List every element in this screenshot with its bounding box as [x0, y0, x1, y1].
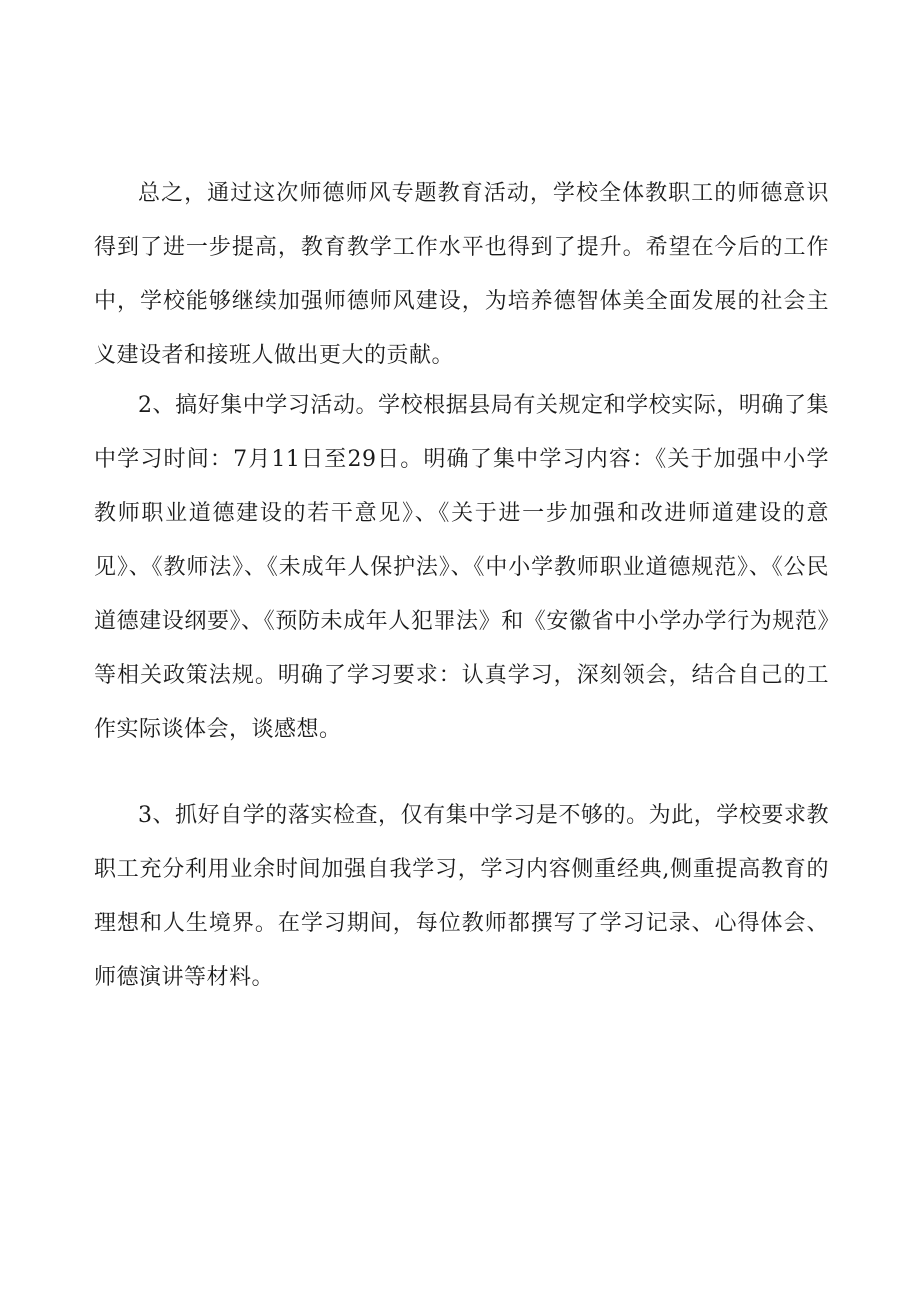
paragraph-self-study: 3、抓好自学的落实检查，仅有集中学习是不够的。为此，学校要求教职工充分利用业余时间加强自我学习，学习内容侧重经典,侧重提高教育的理想和人生境界。在学习期间，每位教师都撰写了学习记录、心得体会、师德演讲等材料。 — [94, 803, 829, 990]
paragraph-collective-study: 2、搞好集中学习活动。学校根据县局有关规定和学校实际，明确了集中学习时间：7月11日至29日。明确了集中学习内容：《关于加强中小学教师职业道德建设的若干意见》、《关于进一步加强和改进师道建设的意见》、《教师法》、《未成年人保护法》、《中小学教师职业道德规范》、《公民道德建设纲要》、《预防未成年人犯罪法》和《安徽省中小学办学行为规范》等相关政策法规。明确了学习要求：认真学习，深刻领会，结合自己的工作实际谈体会，谈感想。 — [94, 393, 829, 742]
paragraph-summary: 总之，通过这次师德师风专题教育活动，学校全体教职工的师德意识得到了进一步提高，教育教学工作水平也得到了提升。希望在今后的工作中，学校能够继续加强师德师风建设，为培养德智体美全面发展的社会主义建设者和接班人做出更大的贡献。 — [94, 181, 829, 368]
